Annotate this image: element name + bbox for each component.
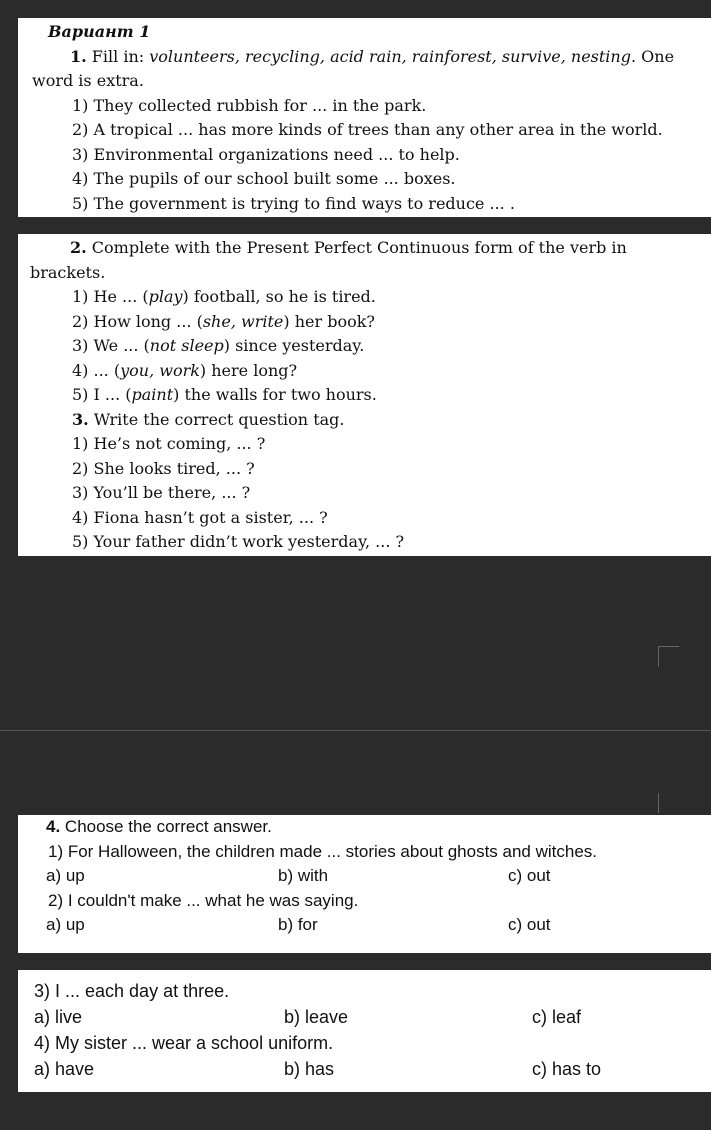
task-3-item: 3) You’ll be there, ... ? (72, 483, 251, 502)
task-1-item: 4) The pupils of our school built some ... boxes. (72, 169, 456, 188)
task-2-item (30, 359, 699, 384)
item-text: ) her book? (283, 311, 375, 331)
task-2-item (30, 285, 699, 310)
variant-title: Вариант 1 (48, 22, 151, 41)
answer-options (34, 1056, 701, 1082)
task-2-item (30, 334, 699, 359)
task-3-item: 1) He’s not coming, ... ? (72, 434, 266, 453)
option-c: c) out (508, 866, 551, 885)
option-b: b) has (284, 1059, 335, 1079)
item-text: ) since yesterday. (223, 336, 365, 355)
item-text: 4) ... ( (72, 360, 121, 380)
task-1-item: 3) Environmental organizations need ... to help. (72, 144, 460, 164)
task-1-post: . One word is extra. (32, 46, 675, 90)
task-4-question: 2) I couldn't make ... what he was saying. (48, 890, 359, 910)
item-text: 2) How long ... ( (72, 311, 203, 331)
task-1-number: 1. (70, 46, 87, 66)
option-a: a) up (46, 915, 85, 934)
item-text: ) football, so he is tired. (182, 287, 376, 306)
task-1-pre: Fill in: (86, 46, 150, 66)
task-4-question: 1) For Halloween, the children made ... stories about ghosts and witches. (48, 841, 598, 861)
crop-corner-mark (658, 793, 679, 813)
worksheet-page-2 (18, 234, 711, 556)
item-text: 5) I ... ( (72, 385, 132, 404)
task-3-number: 3. (72, 409, 89, 429)
page-divider (0, 730, 711, 731)
task-4-question: 3) I ... each day at three. (34, 981, 230, 1001)
item-text: 3) We ... ( (72, 336, 150, 355)
task-2-item (30, 310, 699, 335)
task-4-question: 4) My sister ... wear a school uniform. (34, 1033, 334, 1053)
option-a: a) have (34, 1059, 95, 1079)
option-b: b) for (278, 915, 318, 934)
item-verb: she, write (202, 311, 284, 331)
task-2-text: Complete with the Present Perfect Continuous form of the verb in brackets. (30, 238, 627, 282)
task-4-number: 4. (46, 817, 61, 836)
crop-corner-mark (658, 646, 679, 667)
task-3-item: 2) She looks tired, ... ? (72, 458, 255, 478)
task-1-item: 5) The government is trying to find ways to reduce ... . (72, 193, 515, 213)
task-3-text: Write the correct question tag. (88, 409, 345, 429)
task-4-text: Choose the correct answer. (60, 817, 272, 836)
task-4-instruction (46, 815, 701, 840)
item-verb: play (148, 287, 183, 306)
item-text: ) here long? (199, 360, 298, 380)
worksheet-page-4 (18, 970, 711, 1092)
answer-options (46, 864, 701, 889)
option-a: a) up (46, 866, 85, 885)
option-c: c) leaf (532, 1007, 582, 1027)
task-2-instruction (30, 236, 699, 285)
option-c: c) has to (532, 1059, 602, 1079)
answer-options (46, 913, 701, 938)
option-c: c) out (508, 915, 551, 934)
task-1-item: 1) They collected rubbish for ... in the park. (72, 95, 427, 115)
item-verb: you, work (120, 360, 200, 380)
worksheet-page-1 (18, 18, 711, 217)
task-3-instruction (30, 408, 699, 433)
worksheet-page-3 (18, 815, 711, 953)
task-2-number: 2. (70, 238, 87, 257)
task-1-words: volunteers, recycling, acid rain, rainforest, survive, nesting (149, 46, 631, 66)
item-text: 1) He ... ( (72, 287, 149, 306)
option-b: b) with (278, 866, 329, 885)
option-b: b) leave (284, 1007, 349, 1027)
answer-options (34, 1004, 701, 1030)
task-1-item: 2) A tropical ... has more kinds of trees than any other area in the world. (72, 120, 663, 139)
task-2-item (30, 383, 699, 408)
task-3-item: 4) Fiona hasn’t got a sister, ... ? (72, 507, 328, 527)
task-3-item: 5) Your father didn’t work yesterday, ... ? (72, 532, 405, 551)
item-text: ) the walls for two hours. (173, 385, 377, 404)
task-1-instruction (32, 45, 699, 94)
option-a: a) live (34, 1007, 83, 1027)
item-verb: paint (131, 385, 174, 404)
item-verb: not sleep (149, 336, 224, 355)
